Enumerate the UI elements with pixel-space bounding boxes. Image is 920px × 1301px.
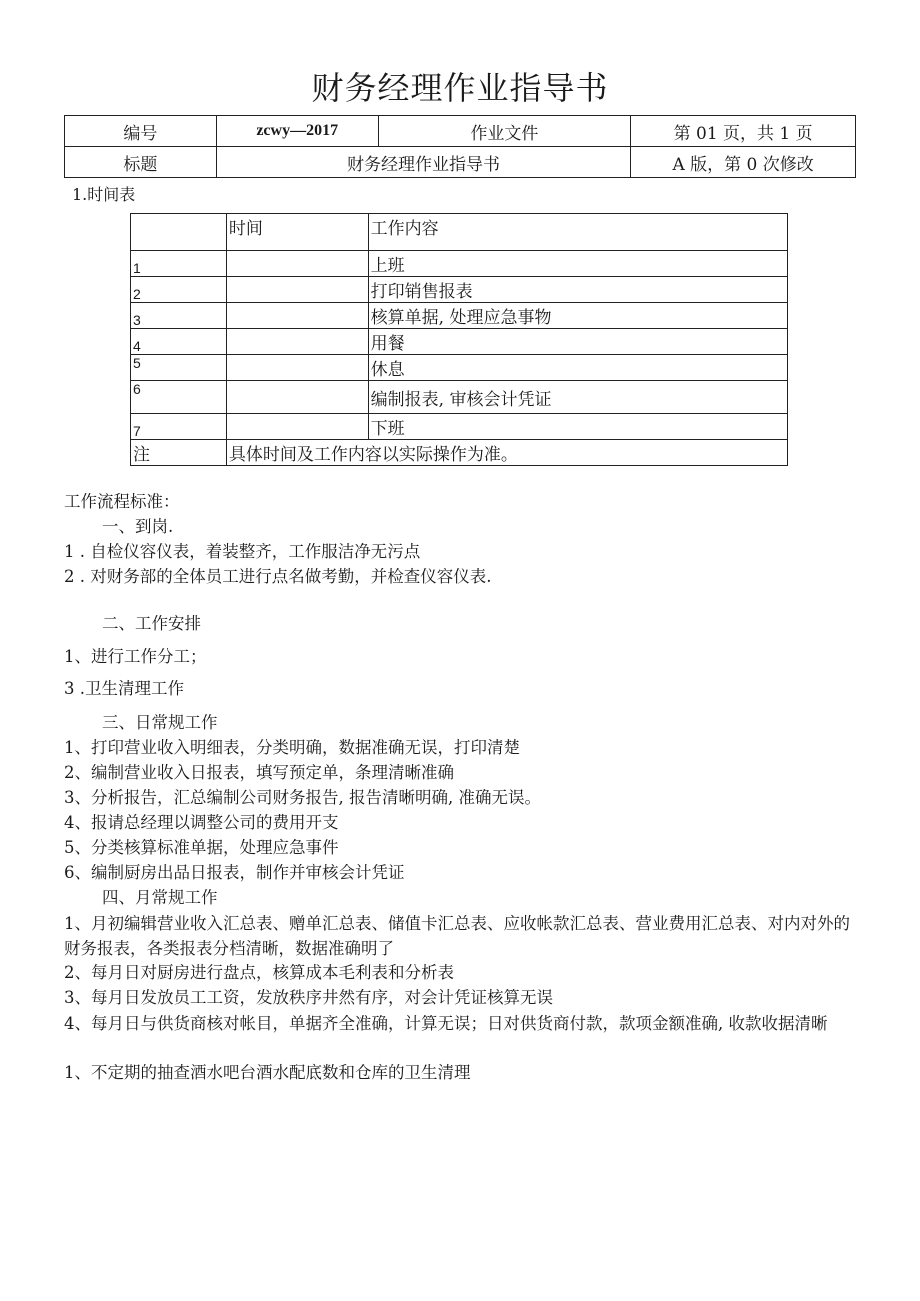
list-item: 4、报请总经理以调整公司的费用开支 [64, 813, 339, 832]
row-number: 4 [131, 329, 227, 355]
process-heading: 工作流程标准： [64, 492, 180, 511]
header-document-type: 作业文件 [378, 116, 631, 147]
list-item: 2、编制营业收入日报表，填写预定单，条理清晰准确 [64, 763, 454, 782]
row-number: 6 [131, 381, 227, 414]
section-title-timetable: 1.时间表 [72, 185, 136, 204]
section-title-daily: 三、日常规工作 [102, 713, 218, 732]
list-item: 1、不定期的抽查酒水吧台酒水配底数和仓库的卫生清理 [64, 1063, 471, 1082]
header-document-code: zcwy—2017 [216, 116, 378, 147]
table-row [131, 414, 788, 440]
table-row [131, 277, 788, 303]
header-document-title: 财务经理作业指导书 [216, 147, 630, 178]
header-label-number: 编号 [65, 116, 217, 147]
list-item: 3、分析报告，汇总编制公司财务报告, 报告清晰明确, 准确无误。 [64, 788, 541, 807]
header-label-title: 标题 [65, 147, 217, 178]
list-item: 2 . 对财务部的全体员工进行点名做考勤，并检查仪容仪表. [64, 567, 492, 586]
row-time [226, 277, 368, 303]
list-item: 5、分类核算标准单据，处理应急事件 [64, 838, 339, 857]
section-title-monthly: 四、月常规工作 [102, 888, 218, 907]
section-title-arrangement: 二、工作安排 [102, 614, 201, 633]
list-item: 6、编制厨房出品日报表，制作并审核会计凭证 [64, 863, 405, 882]
timetable-header-row [131, 214, 788, 251]
row-content: 用餐 [368, 329, 787, 355]
row-time [226, 381, 368, 414]
document-title: 财务经理作业指导书 [311, 69, 609, 107]
list-item: 3、每月日发放员工工资，发放秩序井然有序，对会计凭证核算无误 [64, 988, 553, 1007]
section-title-arrival: 一、到岗. [102, 517, 174, 536]
timetable-header-content: 工作内容 [368, 214, 787, 251]
row-content: 休息 [368, 355, 787, 381]
list-item: 2、每月日对厨房进行盘点，核算成本毛利表和分析表 [64, 963, 454, 982]
row-number: 7 [131, 414, 227, 440]
note-label: 注 [131, 440, 227, 466]
row-number: 5 [131, 355, 227, 381]
list-item: 4、每月日与供货商核对帐目，单据齐全准确，计算无误；日对供货商付款，款项金额准确, 收款收据清晰 [64, 1014, 828, 1033]
note-text: 具体时间及工作内容以实际操作为准。 [226, 440, 787, 466]
list-item: 1、打印营业收入明细表，分类明确，数据准确无误，打印清楚 [64, 738, 520, 757]
table-row [131, 355, 788, 381]
row-number: 2 [131, 277, 227, 303]
table-row [131, 329, 788, 355]
header-revision: A 版，第 0 次修改 [631, 147, 856, 178]
header-page-info: 第 01 页，共 1 页 [631, 116, 856, 147]
timetable [130, 213, 788, 466]
row-number: 1 [131, 251, 227, 277]
table-row [131, 381, 788, 414]
row-content: 打印销售报表 [368, 277, 787, 303]
row-number: 3 [131, 303, 227, 329]
row-time [226, 329, 368, 355]
table-row [131, 303, 788, 329]
row-time [226, 414, 368, 440]
timetable-note-row [131, 440, 788, 466]
row-content: 编制报表, 审核会计凭证 [368, 381, 787, 414]
list-item: 1、进行工作分工； [64, 647, 207, 666]
timetable-header-no [131, 214, 227, 251]
header-row-1 [65, 116, 856, 147]
row-time [226, 303, 368, 329]
header-row-2 [65, 147, 856, 178]
list-item: 3 .卫生清理工作 [64, 679, 184, 698]
header-table [64, 115, 856, 178]
list-item: 1 . 自检仪容仪表，着装整齐，工作服洁净无污点 [64, 542, 421, 561]
timetable-header-time: 时间 [226, 214, 368, 251]
row-time [226, 251, 368, 277]
table-row [131, 251, 788, 277]
row-content: 下班 [368, 414, 787, 440]
row-content: 上班 [368, 251, 787, 277]
row-time [226, 355, 368, 381]
list-item: 1、月初编辑营业收入汇总表、赠单汇总表、储值卡汇总表、应收帐款汇总表、营业费用汇总表、对内对外的财务报表，各类报表分档清晰，数据准确明了 [64, 914, 850, 958]
row-content: 核算单据, 处理应急事物 [368, 303, 787, 329]
